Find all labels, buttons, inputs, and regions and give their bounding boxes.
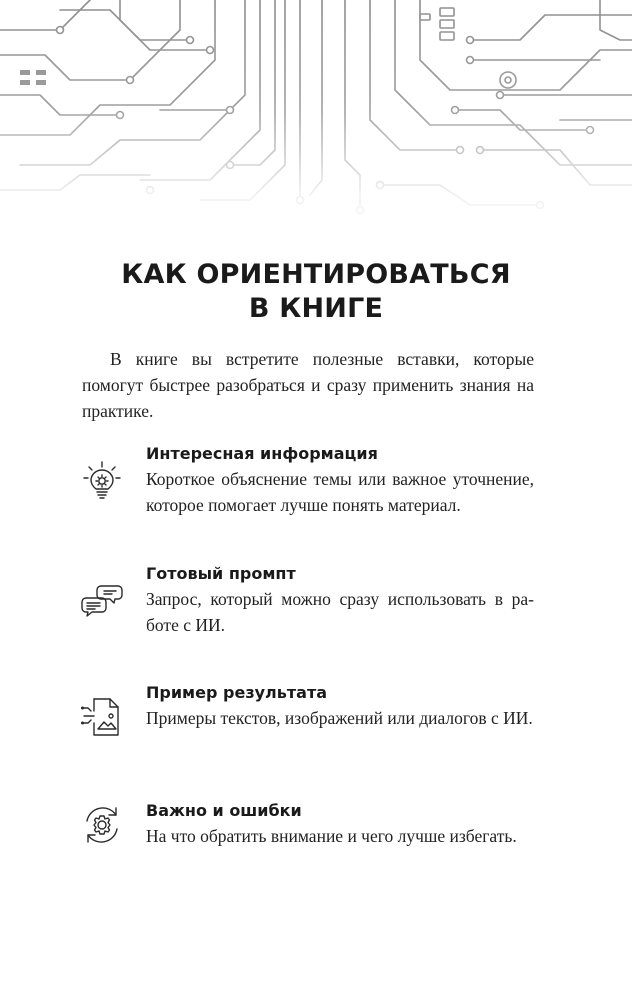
document-image-icon (80, 695, 124, 739)
section-heading: Важно и ошибки (146, 801, 302, 820)
page-title-line-1: КАК ОРИЕНТИРОВАТЬСЯ (121, 259, 511, 290)
section-heading: Пример результата (146, 683, 328, 702)
section-heading: Готовый промпт (146, 564, 296, 583)
gear-refresh-icon (80, 803, 124, 847)
section-description: Запрос, который можно сразу использовать в работе с ИИ. (146, 589, 534, 635)
header-fade (0, 0, 632, 240)
section-description: На что обратить внимание и чего лучше избегать. (146, 826, 517, 846)
section-description: Короткое объяснение темы или важное уточнение, которое помогает лучше понять материал. (146, 469, 534, 515)
chat-bubbles-icon (80, 578, 124, 622)
section-heading: Интересная информация (146, 444, 378, 463)
lightbulb-icon (80, 458, 124, 502)
page-title (0, 258, 632, 326)
intro-paragraph: В книге вы встретите полезные вставки, которые помогут быстрее разобраться и сразу применить знания на практике. (82, 349, 534, 421)
page-title-line-2: В КНИГЕ (248, 293, 384, 324)
section-description: Примеры текстов, изображений или диалогов с ИИ. (146, 708, 533, 728)
